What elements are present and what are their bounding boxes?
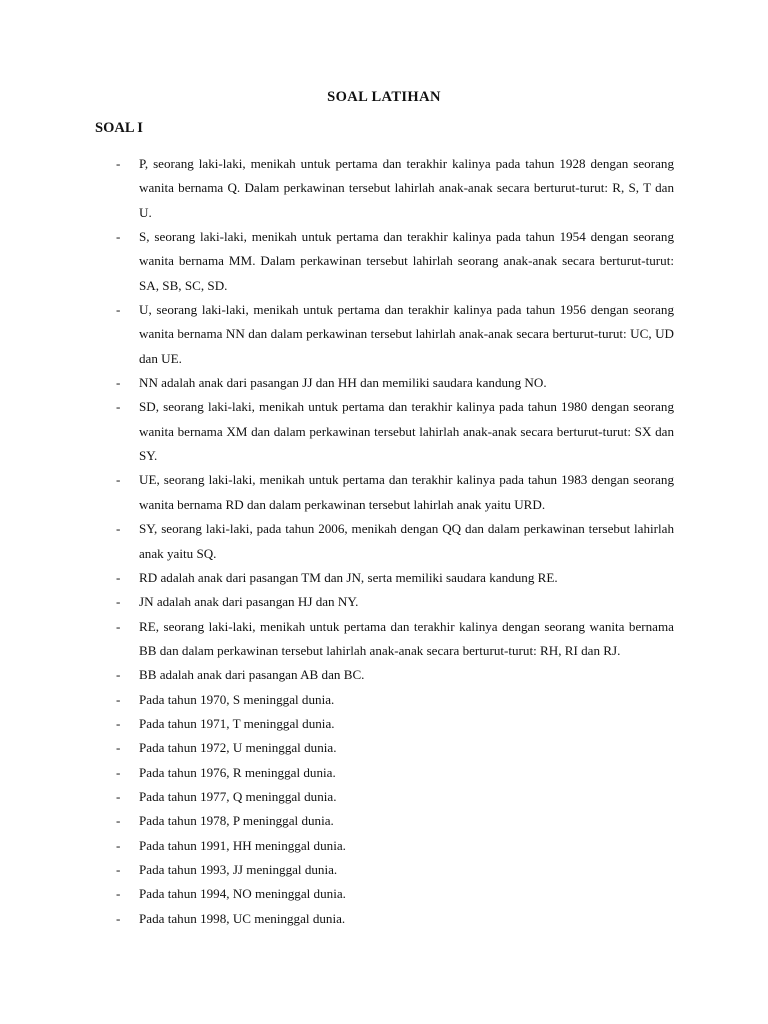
bullet-dash: - [116,569,121,585]
list-item-text: Pada tahun 1998, UC meninggal dunia. [139,910,346,926]
list-item-text: Pada tahun 1976, R meninggal dunia. [139,764,336,780]
list-item-text: Pada tahun 1978, P meninggal dunia. [139,813,334,829]
list-item [0,371,674,395]
bullet-dash: - [116,861,121,877]
bullet-dash: - [116,691,121,707]
list-item-text: JN adalah anak dari pasangan HJ dan NY. [139,594,359,610]
bullet-dash: - [116,715,121,731]
list-item-text: S, seorang laki-laki, menikah untuk pertama dan terakhir kalinya pada tahun 1954 dengan seorang wanita bernama MM. Dalam perkawinan tersebut lahirlah seorang anak-anak secara berturut-turut: SA, SB, SC, SD. [139,229,674,293]
list-item [0,712,674,736]
page-title: SOAL LATIHAN [327,89,441,105]
list-item-text: SY, seorang laki-laki, pada tahun 2006, menikah dengan QQ dan dalam perkawinan tersebut lahirlah anak yaitu SQ. [139,521,674,561]
list-item [0,517,674,566]
list-item [0,663,674,687]
list-item-text: Pada tahun 1971, T meninggal dunia. [139,715,335,731]
list-item-text: BB adalah anak dari pasangan AB dan BC. [139,667,365,683]
bullet-dash: - [116,886,121,902]
bullet-dash: - [116,229,121,245]
list-item [0,882,674,906]
bullet-dash: - [116,302,121,318]
list-item [0,395,674,468]
bullet-dash: - [116,667,121,683]
list-item [0,615,674,664]
bullet-dash: - [116,910,121,926]
bullet-dash: - [116,594,121,610]
list-item-text: RD adalah anak dari pasangan TM dan JN, serta memiliki saudara kandung RE. [139,569,558,585]
list-item [0,468,674,517]
bullet-dash: - [116,788,121,804]
bullet-dash: - [116,472,121,488]
bullet-dash: - [116,618,121,634]
list-item [0,809,674,833]
list-item [0,688,674,712]
list-item [0,907,674,931]
list-item [0,834,674,858]
bullet-dash: - [116,813,121,829]
list-item [0,590,674,614]
bullet-dash: - [116,156,121,171]
list-item [0,761,674,785]
list-item-text: U, seorang laki-laki, menikah untuk pertama dan terakhir kalinya pada tahun 1956 dengan seorang wanita bernama NN dan dalam perkawinan tersebut lahirlah anak-anak secara berturut-turut: UC, UD dan UE. [139,302,674,366]
list-item-text: NN adalah anak dari pasangan JJ dan HH dan memiliki saudara kandung NO. [139,375,547,391]
list-item-text: Pada tahun 1993, JJ meninggal dunia. [139,861,338,877]
bullet-dash: - [116,375,121,391]
bullet-dash: - [116,837,121,853]
list-item [0,152,674,225]
list-item-text: SD, seorang laki-laki, menikah untuk pertama dan terakhir kalinya pada tahun 1980 dengan seorang wanita bernama XM dan dalam perkawinan tersebut lahirlah anak-anak secara berturut-turut: SX dan SY. [139,399,674,464]
bullet-dash: - [116,764,121,780]
list-item-text: Pada tahun 1972, U meninggal dunia. [139,740,337,756]
statement-list [0,152,768,931]
list-item-text: Pada tahun 1994, NO meninggal dunia. [139,886,346,902]
list-item [0,566,674,590]
list-item-text: UE, seorang laki-laki, menikah untuk pertama dan terakhir kalinya pada tahun 1983 dengan seorang wanita bernama RD dan dalam perkawinan tersebut lahirlah anak yaitu URD. [139,472,674,512]
list-item [0,858,674,882]
list-item-text: P, seorang laki-laki, menikah untuk pertama dan terakhir kalinya pada tahun 1928 dengan seorang wanita bernama Q. Dalam perkawinan tersebut lahirlah anak-anak secara berturut-turut: R, S, T dan U. [139,156,674,220]
bullet-dash: - [116,521,121,537]
list-item-text: Pada tahun 1970, S meninggal dunia. [139,691,335,707]
bullet-dash: - [116,740,121,756]
list-item [0,736,674,760]
section-heading: SOAL I [95,120,143,136]
list-item-text: Pada tahun 1977, Q meninggal dunia. [139,788,337,804]
list-item-text: RE, seorang laki-laki, menikah untuk pertama dan terakhir kalinya dengan seorang wanita bernama BB dan dalam perkawinan tersebut lahirlah anak-anak secara berturut-turut: RH, RI dan RJ. [139,618,674,658]
list-item [0,298,674,371]
list-item-text: Pada tahun 1991, HH meninggal dunia. [139,837,346,853]
bullet-dash: - [116,399,121,415]
list-item [0,225,674,298]
list-item [0,785,674,809]
